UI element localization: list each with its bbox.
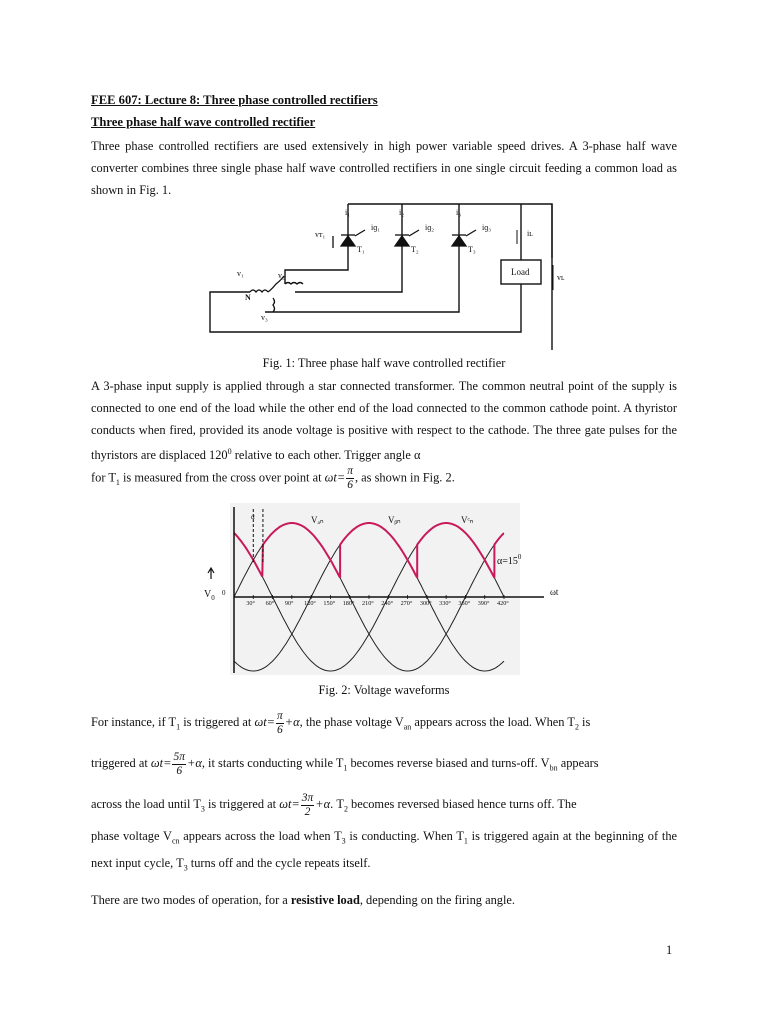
text-span: phase voltage V: [91, 829, 172, 843]
subscript: cn: [171, 836, 180, 846]
fraction-denominator: 6: [277, 723, 283, 736]
tick-label: 30°: [246, 600, 255, 607]
text-span: , it starts conducting while T: [201, 756, 344, 770]
fig2-voltage-waveforms: [204, 503, 574, 675]
label-t3: T₃: [468, 245, 476, 254]
subscript: 1: [176, 722, 181, 732]
alpha-sup: 0: [517, 553, 522, 561]
subscript: 2: [574, 722, 579, 732]
text-span: turns off and the cycle repeats itself.: [187, 856, 371, 871]
text-span: is triggered again at the beginning of the next input cycle, T: [91, 829, 678, 871]
text-span: . T: [330, 797, 344, 811]
subscript: bn: [549, 763, 558, 773]
fig1-circuit-diagram: [205, 200, 565, 350]
text-span: appears: [557, 756, 599, 770]
tick-label: 60°: [265, 600, 275, 607]
text-span: , the phase voltage V: [299, 715, 404, 729]
cycle-paragraph: [91, 825, 677, 880]
text-span: appears across the load. When T: [411, 715, 575, 729]
fraction: [346, 465, 354, 492]
label-van: Vₐₙ: [311, 515, 324, 525]
fig2-caption: Fig. 2: Voltage waveforms: [318, 683, 450, 697]
instance-paragraph-3: [91, 791, 677, 822]
label-i2: i₂: [399, 208, 405, 217]
equation: ωt=: [254, 715, 276, 729]
label-vl: vʟ: [557, 273, 565, 282]
plot-background: [230, 503, 520, 675]
subscript: 1: [343, 763, 348, 773]
bold-term: resistive load: [290, 893, 360, 907]
label-ig1: iɡ₁: [371, 223, 381, 232]
supply-text-end: relative to each other. Trigger angle α: [231, 448, 421, 463]
subscript: 3: [341, 836, 346, 846]
text-span: triggered at: [91, 756, 151, 770]
equation: ωt=: [279, 797, 300, 811]
subscript: 3: [200, 804, 205, 814]
label-ig3: iɡ₃: [482, 223, 492, 232]
fraction-denominator: 2: [304, 805, 311, 818]
fraction-numerator: 5π: [173, 750, 185, 763]
instance-paragraph-2: [91, 750, 677, 781]
text-span: appears across the load when T: [179, 829, 342, 843]
label-i3: i₃: [456, 208, 462, 217]
label-v2: v₂: [278, 271, 285, 280]
tick-label: 150°: [323, 600, 336, 607]
wt-axis-label: ωt: [550, 587, 559, 597]
section-heading: Three phase half wave controlled rectifier: [91, 115, 316, 129]
tick-label: 360°: [458, 600, 471, 607]
label-vt1: vᴛ₁: [315, 230, 326, 239]
tick-label: 180°: [342, 600, 355, 607]
supply-text: A 3-phase input supply is applied through a star connected transformer. The common neutral point of the supply is connected to one end of the load while the other end of the load connected to the common cathode point. A thyristor conducts when fired, provided its anode voltage is positive with respect to the cathode. The three gate pulses for the thyristors are displaced 120: [91, 379, 677, 463]
equation: +α: [315, 797, 331, 811]
subscript: 2: [343, 804, 348, 814]
label-v1: v₁: [237, 269, 244, 278]
fig1-caption: Fig. 1: Three phase half wave controlled rectifier: [262, 356, 506, 370]
lecture-title: FEE 607: Lecture 8: Three phase controlled rectifiers: [91, 93, 378, 107]
tick-label: 330°: [439, 600, 451, 607]
label-ig2: iɡ₂: [425, 223, 435, 232]
instance-paragraph-1: [91, 709, 677, 740]
tick-label: 210°: [362, 600, 374, 607]
tick-label: 390°: [477, 600, 490, 607]
label-neutral: N: [245, 293, 251, 302]
equation: ωt=: [150, 756, 172, 770]
subscript: an: [403, 722, 412, 732]
label-i1: i₁: [345, 208, 351, 217]
label-il: iʟ: [527, 229, 533, 238]
tick-label: 120°: [304, 600, 316, 607]
label-vcn: Vᶜₙ: [461, 515, 474, 525]
text-span: is conducting. When T: [345, 829, 464, 843]
trigger-paragraph: [91, 465, 677, 494]
label-t2: T₂: [411, 245, 419, 254]
subscript: 3: [183, 863, 188, 873]
text-span: is measured from the cross over point at: [119, 470, 325, 485]
alpha-text: α=15: [497, 556, 518, 567]
label-vbn: Vᵦₙ: [388, 515, 401, 525]
tick-label: 420°: [497, 600, 509, 607]
up-arrow-icon: [208, 568, 214, 579]
equation: ωt=: [324, 470, 346, 485]
modes-paragraph: [91, 889, 677, 911]
fraction-denominator: 6: [347, 479, 353, 491]
equation: +α: [284, 715, 300, 729]
text-span: is triggered at: [204, 797, 280, 811]
fraction-numerator: 3π: [301, 791, 314, 804]
tick-label: 240°: [381, 600, 394, 607]
text-span: is triggered at: [180, 715, 255, 729]
v0-axis-label: [204, 589, 215, 602]
fraction-numerator: π: [347, 465, 353, 477]
supply-paragraph: [91, 375, 677, 466]
alpha-small-label: α: [251, 513, 255, 521]
text-span: is: [578, 715, 591, 729]
v0-sub: 0: [211, 594, 215, 602]
tick-label: 300°: [419, 600, 432, 607]
fraction: [301, 792, 315, 819]
tick-label: 270°: [400, 600, 413, 607]
label-t1: T₁: [357, 245, 365, 254]
fraction: [172, 751, 186, 778]
tick-label: 90°: [284, 600, 294, 607]
text-span: for T: [91, 470, 116, 485]
text-span: across the load until T: [91, 797, 201, 811]
fraction: [276, 710, 284, 737]
text-span: There are two modes of operation, for a: [91, 893, 291, 907]
fraction-numerator: π: [277, 709, 283, 722]
subscript: 1: [115, 477, 120, 487]
text-span: becomes reversed biased hence turns off. The: [347, 797, 577, 811]
subscript: 1: [463, 836, 468, 846]
intro-paragraph: Three phase controlled rectifiers are used extensively in high power variable speed drives. A 3-phase half wave converter combines three single phase half wave controlled rectifiers in one single circuit feeding a common load as shown in Fig. 1.: [91, 139, 677, 197]
text-span: , as shown in Fig. 2.: [354, 470, 455, 485]
v0-text: V: [204, 589, 212, 600]
text-span: becomes reverse biased and turns-off. V: [347, 756, 550, 770]
fraction-denominator: 6: [176, 764, 183, 777]
text-span: For instance, if T: [91, 715, 177, 729]
origin-label: 0: [222, 589, 226, 597]
degree-sup: 0: [227, 447, 232, 456]
load-label: Load: [511, 267, 530, 277]
label-v3: v₃: [261, 313, 268, 322]
text-span: , depending on the firing angle.: [359, 893, 516, 907]
page-number: 1: [666, 943, 673, 957]
equation: +α: [186, 756, 202, 770]
